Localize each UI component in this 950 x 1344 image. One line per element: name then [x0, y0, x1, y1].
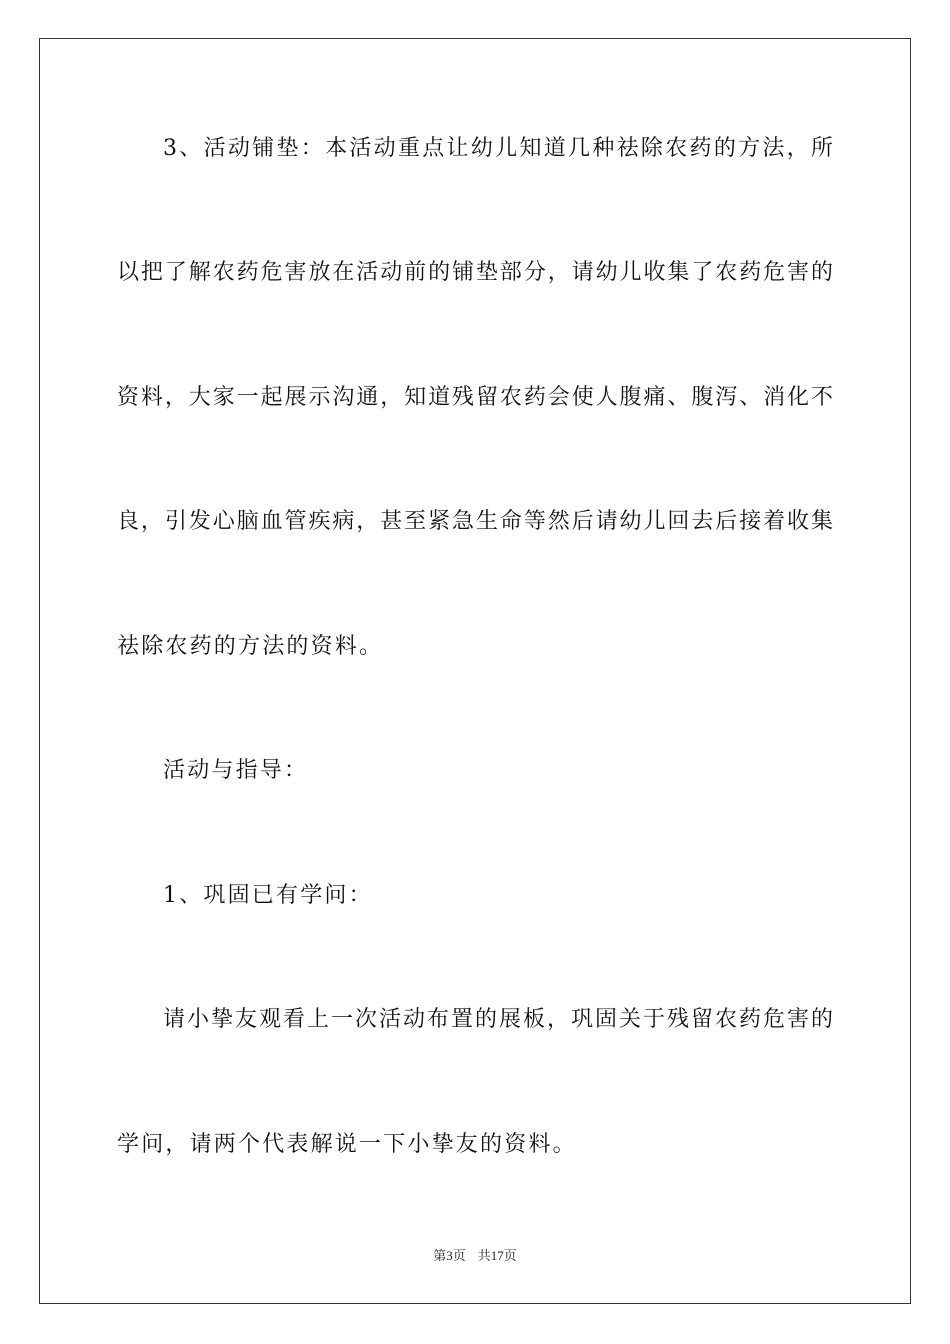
paragraph-line: 请小挚友观看上一次活动布置的展板，巩固关于残留农药危害的 — [163, 1007, 833, 1032]
paragraph-line: 祛除农药的方法的资料。 — [117, 634, 384, 659]
page-number: 第3页 — [433, 1248, 466, 1263]
section-heading: 活动与指导： — [163, 758, 309, 783]
paragraph-line: 3、活动铺垫：本活动重点让幼儿知道几种祛除农药的方法，所 — [163, 136, 833, 161]
paragraph-line: 以把了解农药危害放在活动前的铺垫部分，请幼儿收集了农药危害的 — [117, 260, 833, 285]
page-border — [39, 38, 911, 1304]
paragraph-line: 资料，大家一起展示沟通，知道残留农药会使人腹痛、腹泻、消化不 — [117, 385, 833, 410]
paragraph-line: 良，引发心脑血管疾病，甚至紧急生命等然后请幼儿回去后接着收集 — [117, 509, 833, 534]
page-total: 共17页 — [477, 1248, 517, 1263]
page-footer — [0, 1247, 950, 1265]
subsection-heading: 1、巩固已有学问： — [163, 883, 373, 908]
paragraph-line: 学问，请两个代表解说一下小挚友的资料。 — [117, 1132, 577, 1157]
